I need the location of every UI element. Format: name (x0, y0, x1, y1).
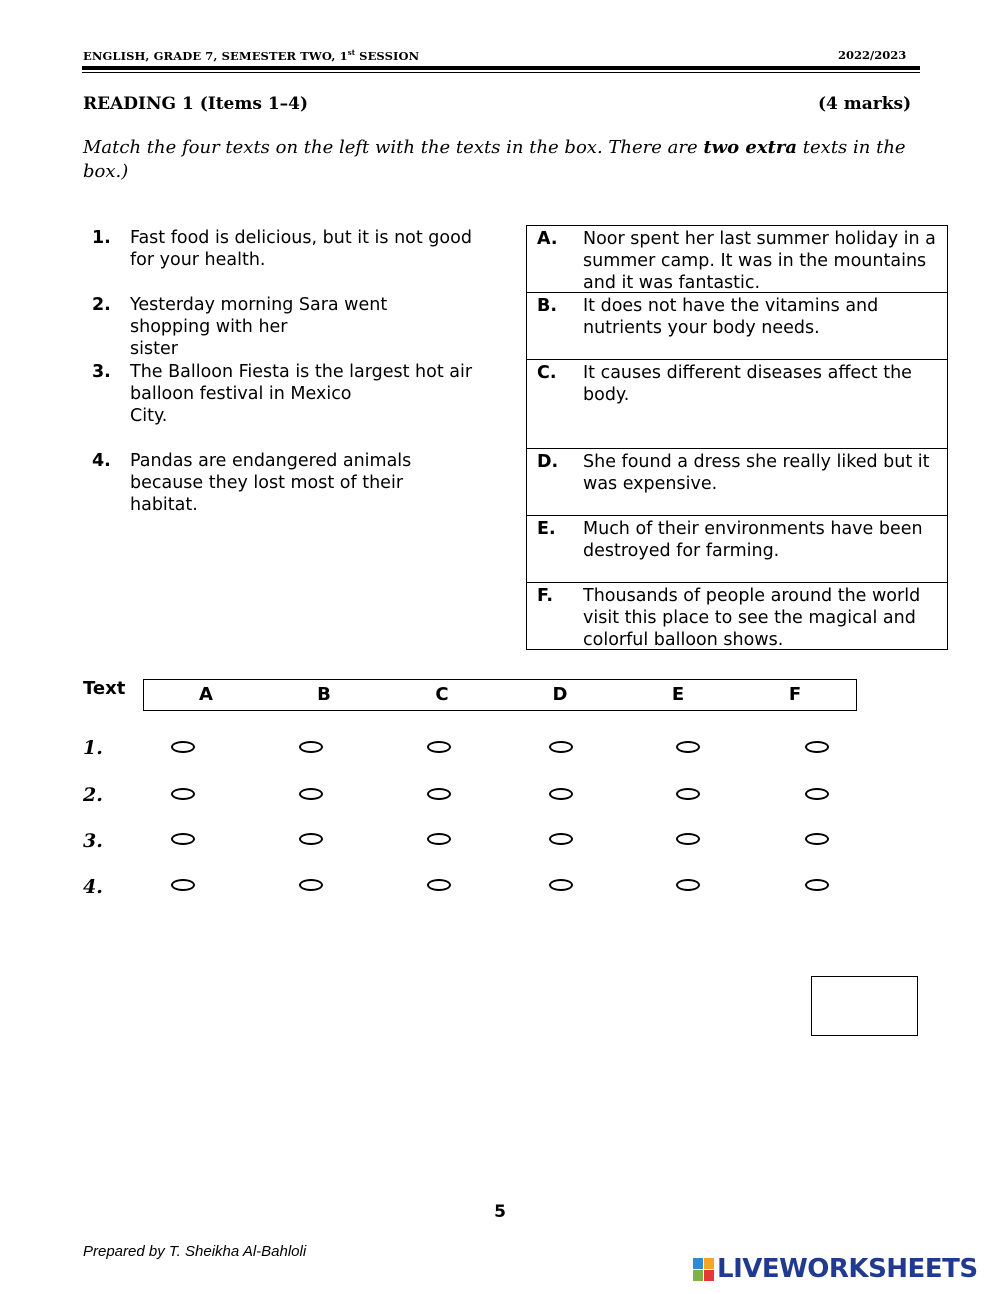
header-rule-thin (82, 72, 920, 73)
answer-bubble-2-c[interactable] (427, 788, 451, 800)
answer-bubble-4-d[interactable] (549, 879, 573, 891)
answer-bubble-3-f[interactable] (805, 833, 829, 845)
course-title-suffix: SESSION (355, 48, 420, 63)
page-number: 5 (494, 1202, 506, 1222)
course-title: ENGLISH, GRADE 7, SEMESTER TWO, 1 (83, 48, 348, 63)
answer-bubble-4-b[interactable] (299, 879, 323, 891)
answer-bubble-1-d[interactable] (549, 741, 573, 753)
liveworksheets-brand (693, 1254, 993, 1286)
column-header-b: B (317, 684, 331, 705)
answer-grid-header (143, 679, 857, 711)
option-letter: E. (537, 519, 556, 539)
option-letter: D. (537, 452, 559, 472)
answer-bubble-1-a[interactable] (171, 741, 195, 753)
item-number: 3. (92, 362, 111, 382)
row-label-2: 2. (83, 784, 103, 806)
instructions (83, 136, 928, 184)
instructions-emphasis: two extra (703, 137, 798, 158)
option-text: Noor spent her last summer holiday in a summer camp. It was in the mountains and it was fantastic. (583, 229, 936, 293)
answer-bubble-2-f[interactable] (805, 788, 829, 800)
row-label-1: 1. (83, 737, 103, 759)
option-text: Much of their environments have been destroyed for farming. (583, 519, 923, 561)
answer-bubble-1-e[interactable] (676, 741, 700, 753)
answer-bubble-4-c[interactable] (427, 879, 451, 891)
answer-bubble-4-f[interactable] (805, 879, 829, 891)
answer-bubble-1-b[interactable] (299, 741, 323, 753)
answer-bubble-3-a[interactable] (171, 833, 195, 845)
column-header-f: F (788, 684, 802, 705)
score-box[interactable] (811, 976, 918, 1036)
section-marks: (4 marks) (818, 94, 912, 114)
answer-bubble-3-b[interactable] (299, 833, 323, 845)
answer-bubble-2-d[interactable] (549, 788, 573, 800)
logo-tile (704, 1258, 714, 1269)
column-header-e: E (671, 684, 685, 705)
instructions-text: Match the four texts on the left with the texts in the box. There are (83, 137, 704, 158)
answer-bubble-2-b[interactable] (299, 788, 323, 800)
logo-tile (693, 1258, 703, 1269)
section-title: READING 1 (Items 1–4) (83, 94, 309, 114)
row-label-3: 3. (83, 830, 103, 852)
option-f (526, 582, 948, 650)
answer-grid-label: Text (83, 678, 126, 699)
option-text: Thousands of people around the world visit this place to see the magical and colorful balloon shows. (583, 586, 921, 650)
item-text: Yesterday morning Sara went shopping with her sister (130, 295, 388, 359)
academic-year: 2022/2023 (838, 48, 907, 62)
item-text: Fast food is delicious, but it is not good for your health. (130, 228, 472, 270)
item-text: The Balloon Fiesta is the largest hot air balloon festival in Mexico City. (130, 362, 473, 426)
brand-name: LIVEWORKSHEETS (717, 1254, 978, 1284)
item-number: 4. (92, 451, 111, 471)
option-letter: B. (537, 296, 557, 316)
option-text: It causes different diseases affect the body. (583, 363, 912, 405)
item-number: 1. (92, 228, 111, 248)
item-number: 2. (92, 295, 111, 315)
option-letter: A. (537, 229, 558, 249)
option-a (526, 225, 948, 293)
column-header-d: D (552, 684, 568, 705)
answer-bubble-2-a[interactable] (171, 788, 195, 800)
logo-tile (693, 1270, 703, 1281)
document-header (83, 48, 419, 63)
option-b (526, 292, 948, 360)
option-text: It does not have the vitamins and nutrients your body needs. (583, 296, 879, 338)
answer-bubble-1-f[interactable] (805, 741, 829, 753)
answer-bubble-4-a[interactable] (171, 879, 195, 891)
option-text: She found a dress she really liked but it was expensive. (583, 452, 930, 494)
logo-tile (704, 1270, 714, 1281)
answer-bubble-1-c[interactable] (427, 741, 451, 753)
option-d (526, 448, 948, 516)
instructions-text-end: texts in the box.) (83, 137, 906, 182)
column-header-a: A (199, 684, 213, 705)
answer-bubble-4-e[interactable] (676, 879, 700, 891)
answer-bubble-3-d[interactable] (549, 833, 573, 845)
option-e (526, 515, 948, 583)
course-title-superscript: st (347, 48, 356, 57)
author-credit: Prepared by T. Sheikha Al-Bahloli (83, 1243, 307, 1260)
row-label-4: 4. (83, 876, 103, 898)
option-c (526, 359, 948, 449)
answer-bubble-3-c[interactable] (427, 833, 451, 845)
answer-bubble-2-e[interactable] (676, 788, 700, 800)
liveworksheets-logo-icon (693, 1258, 715, 1282)
header-rule-thick (82, 66, 920, 70)
column-header-c: C (435, 684, 449, 705)
option-letter: C. (537, 363, 557, 383)
option-letter: F. (537, 586, 554, 606)
item-text: Pandas are endangered animals because they lost most of their habitat. (130, 451, 412, 515)
answer-bubble-3-e[interactable] (676, 833, 700, 845)
